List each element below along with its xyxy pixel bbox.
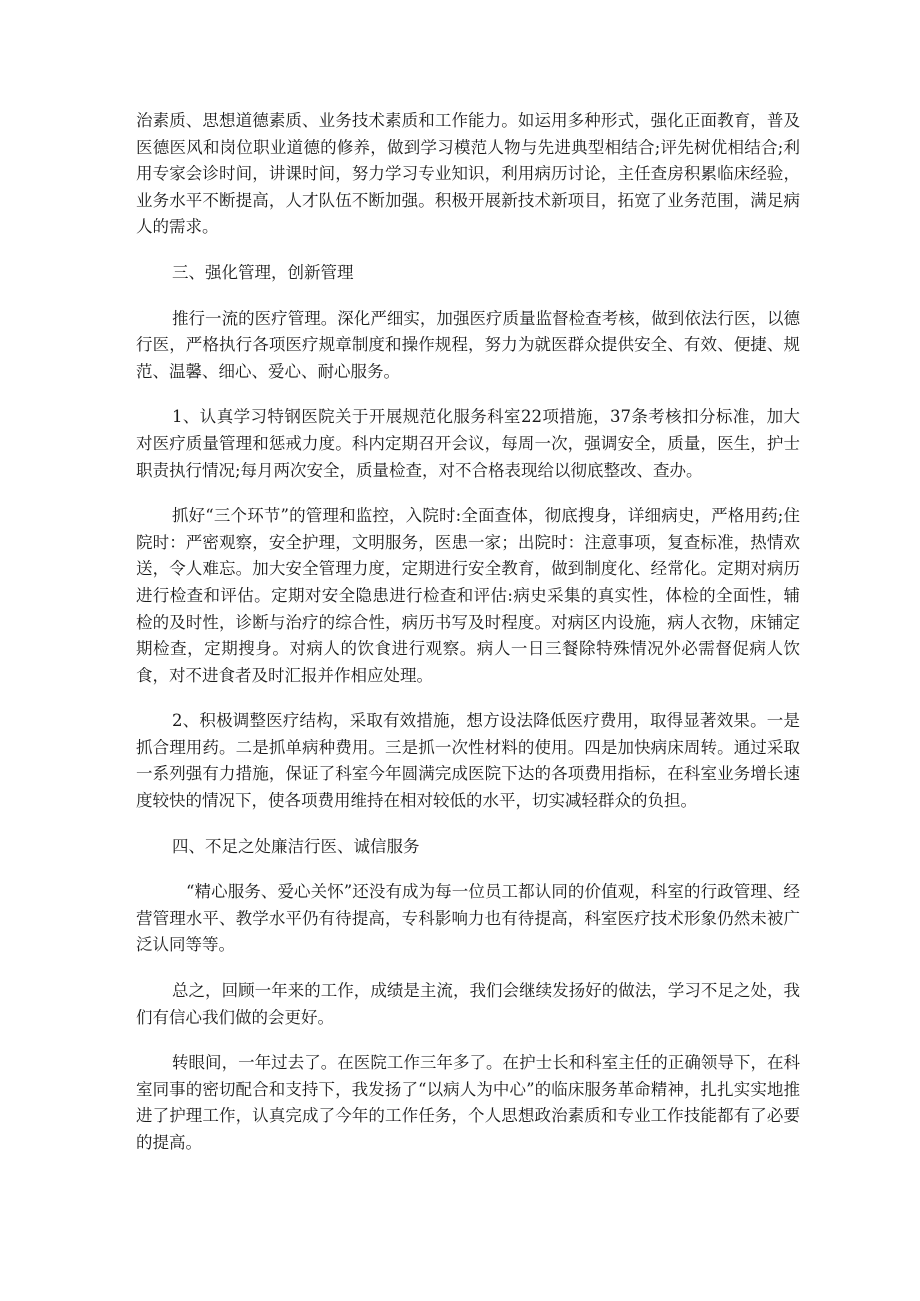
paragraph-summary: 总之，回顾一年来的工作，成绩是主流，我们会继续发扬好的做法，学习不足之处，我们有信心我们做的会更好。 — [136, 981, 800, 1027]
paragraph-management: 推行一流的医疗管理。深化严细实，加强医疗质量监督检查考核，做到依法行医，以德行医，严格执行各项医疗规章制度和操作规程，努力为就医群众提供安全、有效、便捷、规范、温馨、细心、爱心、耐心服务。 — [136, 308, 800, 381]
paragraph-three-links: 抓好“三个环节”的管理和监控，入院时:全面查体，彻底搜身，详细病史，严格用药;住院时：严密观察，安全护理，文明服务，医患一家；出院时：注意事项，复查标准，热情欢送，令人难忘。加大安全管理力度，定期进行安全教育，做到制度化、经常化。定期对病历进行检查和评估。定期对安全隐患进行检查和评估:病史采集的真实性，体检的全面性，辅检的及时性，诊断与治疗的综合性，病历书写及时程度。对病区内设施，病人衣物，床铺定期检查，定期搜身。对病人的饮食进行观察。病人一日三餐除特殊情况外必需督促病人饮食，对不进食者及时汇报并作相应处理。 — [136, 506, 800, 685]
paragraph-shortcomings: “精心服务、爱心关怀”还没有成为每一位员工都认同的价值观，科室的行政管理、经营管理水平、教学水平仍有待提高，专科影响力也有待提高，科室医疗技术形象仍然未被广泛认同等等。 — [136, 882, 800, 955]
paragraph-item-1: 1、认真学习特钢医院关于开展规范化服务科室22项措施，37条考核扣分标准，加大对医疗质量管理和惩戒力度。科内定期召开会议，每周一次，强调安全，质量，医生，护士职责执行情况;每月两次安全，质量检查，对不合格表现给以彻底整改、查办。 — [136, 407, 800, 480]
section-heading-3: 三、强化管理，创新管理 — [172, 262, 354, 282]
paragraph-item-2: 2、积极调整医疗结构，采取有效措施，想方设法降低医疗费用，取得显著效果。一是抓合理用药。二是抓单病种费用。三是抓一次性材料的使用。四是加快病床周转。通过采取一系列强有力措施，保证了科室今年圆满完成医院下达的各项费用指标，在科室业务增长速度较快的情况下，使各项费用维持在相对较低的水平，切实减轻群众的负担。 — [136, 711, 800, 811]
paragraph-nursing: 转眼间，一年过去了。在医院工作三年多了。在护士长和科室主任的正确领导下，在科室同事的密切配合和支持下，我发扬了“以病人为中心”的临床服务革命精神，扎扎实实地推进了护理工作，认真完成了今年的工作任务，个人思想政治素质和专业工作技能都有了必要的提高。 — [136, 1053, 800, 1152]
document-body — [136, 108, 800, 1176]
paragraph-intro: 治素质、思想道德素质、业务技术素质和工作能力。如运用多种形式，强化正面教育，普及医德医风和岗位职业道德的修养，做到学习模范人物与先进典型相结合;评先树优相结合;利用专家会诊时间，讲课时间，努力学习专业知识，利用病历讨论，主任查房积累临床经验，业务水平不断提高，人才队伍不断加强。积极开展新技术新项目，拓宽了业务范围，满足病人的需求。 — [136, 111, 800, 237]
section-heading-4: 四、不足之处廉洁行医、诚信服务 — [172, 836, 420, 856]
